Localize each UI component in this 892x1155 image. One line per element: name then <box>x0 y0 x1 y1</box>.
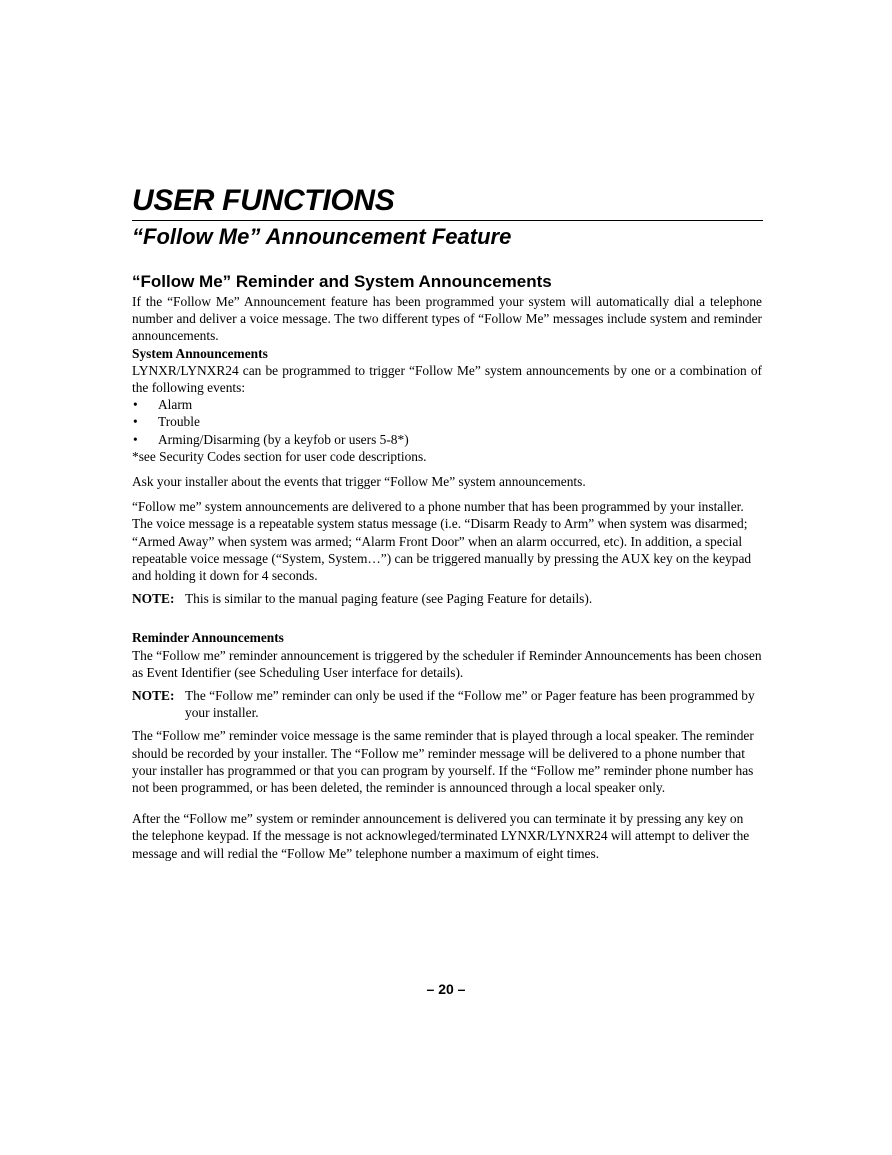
list-item <box>132 396 762 413</box>
reminder-announcements-heading: Reminder Announcements <box>132 630 284 646</box>
event-label: Alarm <box>158 397 193 413</box>
event-label: Arming/Disarming (by a keyfob or users 5-8*) <box>158 431 409 447</box>
delivery-paragraph: “Follow me” system announcements are delivered to a phone number that has been programmed by your installer. The voice message is a repeatable system status message (i.e. “Disarm Ready to Arm” when system was disarmed; “Armed Away” when system was armed; “Alarm Front Door” when an alarm occurred, etc). In addition, a special repeatable voice message (“System, System…”) can be triggered manually by pressing the AUX key on the keypad and holding it down for 4 seconds. <box>132 499 752 584</box>
title-rule <box>132 220 763 221</box>
note-text: This is similar to the manual paging feature (see Paging Feature for details). <box>185 591 593 607</box>
bullet-icon: • <box>133 414 138 430</box>
page-number: – 20 – <box>426 981 466 997</box>
list-item <box>132 413 762 430</box>
section-heading: “Follow Me” Reminder and System Announcements <box>132 272 552 291</box>
intro-paragraph: If the “Follow Me” Announcement feature has been programmed your system will automatically dial a telephone number and deliver a voice message. The two different types of “Follow Me” messages include system and reminder announcements. <box>132 294 762 344</box>
list-item <box>132 431 762 448</box>
system-announcements-heading: System Announcements <box>132 345 268 361</box>
footnote: *see Security Codes section for user code descriptions. <box>132 448 427 464</box>
note-label: NOTE: <box>132 591 175 607</box>
feature-title: “Follow Me” Announcement Feature <box>132 224 512 249</box>
event-label: Trouble <box>158 414 200 430</box>
section-title: USER FUNCTIONS <box>132 184 395 217</box>
system-announcements-intro: LYNXR/LYNXR24 can be programmed to trigger “Follow Me” system announcements by one or a combination of the following events: <box>132 362 762 396</box>
bullet-icon: • <box>133 397 138 413</box>
reminder-note <box>132 687 762 721</box>
note-label: NOTE: <box>132 688 175 704</box>
event-list <box>132 396 762 448</box>
note-text: The “Follow me” reminder can only be used if the “Follow me” or Pager feature has been programmed by your installer. <box>185 688 755 721</box>
reminder-voice-paragraph: The “Follow me” reminder voice message is the same reminder that is played through a local speaker. The reminder should be recorded by your installer. The “Follow me” reminder message will be delivered to a phone number that your installer has programmed or that you can program by yourself. If the “Follow me” reminder phone number has not been programmed, or has been deleted, the reminder is announced through a local speaker only. <box>132 728 754 796</box>
body-text <box>132 293 762 862</box>
system-note <box>132 590 762 607</box>
bullet-icon: • <box>133 431 138 447</box>
reminder-intro-paragraph: The “Follow me” reminder announcement is triggered by the scheduler if Reminder Announcements has been chosen as Event Identifier (see Scheduling User interface for details). <box>132 647 762 680</box>
ask-installer-paragraph: Ask your installer about the events that trigger “Follow Me” system announcements. <box>132 474 586 490</box>
terminate-paragraph: After the “Follow me” system or reminder announcement is delivered you can terminate it by pressing any key on the telephone keypad. If the message is not acknowleged/terminated LYNXR/LYNXR24 will attempt to deliver the message and will redial the “Follow Me” telephone number a maximum of eight times. <box>132 811 750 861</box>
